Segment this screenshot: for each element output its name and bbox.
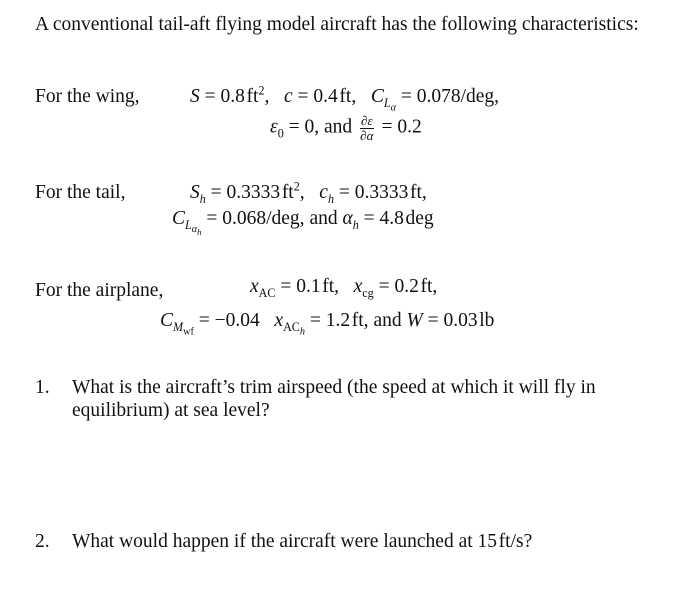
airplane-equation-line1: $x_{AC} = 0.1$ ft, $x_{cg} = 0.2$ ft, xyxy=(250,276,438,300)
launch-speed-value: 15 xyxy=(477,531,498,552)
xcg-value: 0.2 xyxy=(394,276,419,297)
wing-equation-line1: S = 0.8 $ft^2$, c = 0.4 ft, $C_{L_\alpha} = 0.078/deg$, xyxy=(190,83,500,114)
wing-eps0-value: 0 xyxy=(304,116,315,138)
wing-downwash-value: 0.2 xyxy=(397,116,422,138)
tail-equation-line2: $C_{L_{\alpha_h}} = 0.068/deg$, and $\alpha_h = 4.8$ deg xyxy=(172,208,434,238)
tail-equation-line1: $S_h = 0.3333$ $ft^2$, $c_h = 0.3333$ ft, xyxy=(190,179,427,206)
xach-value: 1.2 xyxy=(325,310,351,331)
tail-chord-value: 0.3333 xyxy=(354,182,409,203)
airplane-label: For the airplane, xyxy=(35,280,164,301)
problem-title: A conventional tail-aft flying model aircraft has the following characteristics: xyxy=(35,14,639,35)
wing-label: For the wing, xyxy=(35,86,140,107)
question-2: What would happen if the aircraft were launched at 15 ft/s? xyxy=(72,531,533,552)
wing-lift-slope-value: 0.078/deg, xyxy=(416,86,500,107)
cmwf-value: −0.04 xyxy=(214,310,260,331)
xac-value: 0.1 xyxy=(296,276,321,297)
wing-equation-line2: $\varepsilon_0 = 0$, and $\frac{\partial\varepsilon}{\partial\alpha}$ = 0.2 xyxy=(270,113,422,143)
question-1-line2: equilibrium) at sea level? xyxy=(72,400,270,421)
tail-area-value: 0.3333 xyxy=(226,182,281,203)
tail-lift-slope-value: 0.068/deg, xyxy=(222,208,305,229)
question-2-number: 2. xyxy=(35,531,50,552)
weight-value: 0.03 xyxy=(443,310,478,331)
airplane-equation-line2: $C_{M_{wf}} = -0.04$ $x_{AC_h} = 1.2$ ft, and W = 0.03 lb xyxy=(160,310,495,338)
question-1-number: 1. xyxy=(35,377,50,398)
wing-area-value: 0.8 xyxy=(220,86,245,107)
downwash-derivative: $\frac{\partial\varepsilon}{\partial\alpha}$ xyxy=(360,113,374,143)
question-1-line1: What is the aircraft’s trim airspeed (the speed at which it will fly in xyxy=(72,377,596,398)
tail-label: For the tail, xyxy=(35,182,126,203)
question-2-text: What would happen if the aircraft were launched at xyxy=(72,531,473,552)
tail-incidence-value: 4.8 xyxy=(379,208,404,229)
wing-chord-value: 0.4 xyxy=(313,86,338,107)
